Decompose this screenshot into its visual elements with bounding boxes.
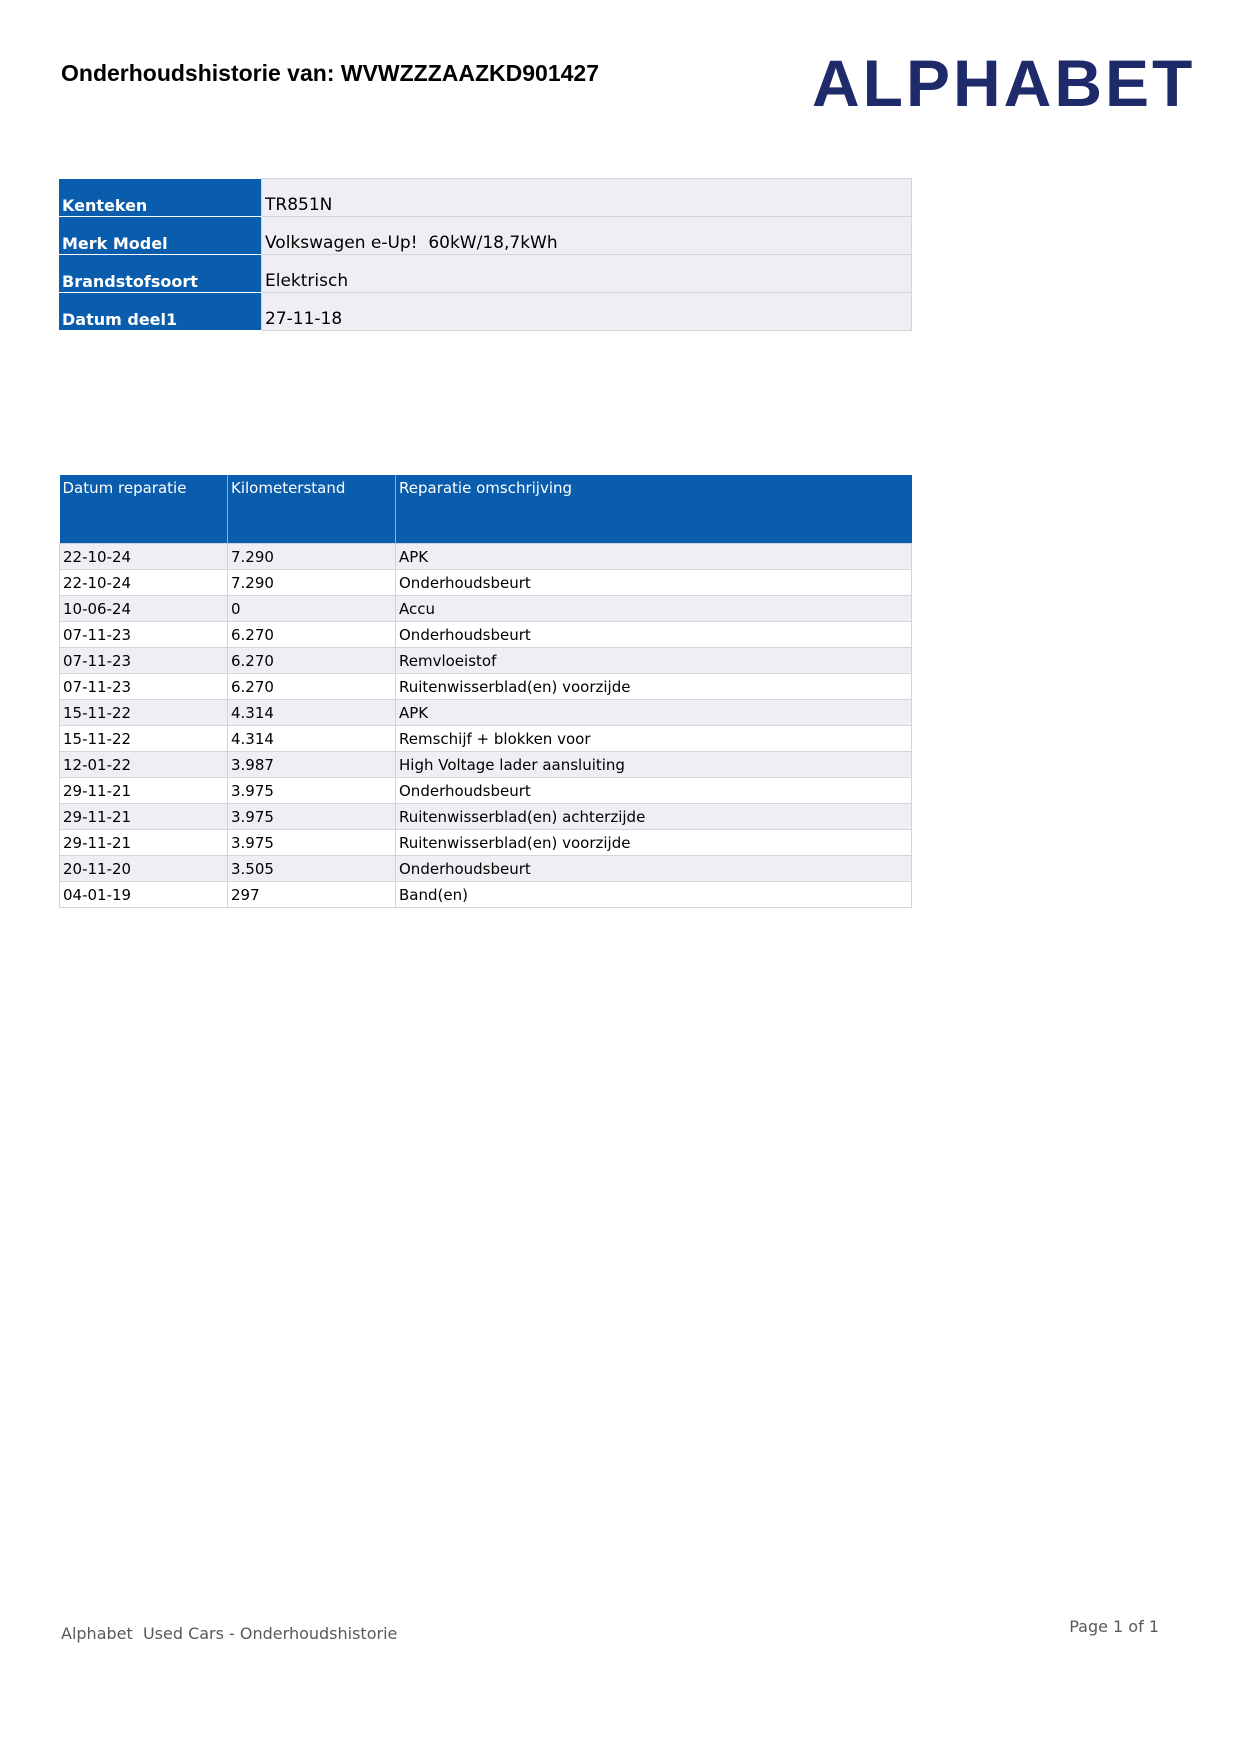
table-row [60, 622, 912, 648]
vehicle-row-datum-deel1 [59, 293, 912, 331]
repair-mileage: 3.975 [228, 778, 396, 804]
repair-date: 04-01-19 [60, 882, 228, 908]
repair-description: Onderhoudsbeurt [396, 778, 912, 804]
repair-description: Ruitenwisserblad(en) voorzijde [396, 830, 912, 856]
table-row [60, 726, 912, 752]
vehicle-info-table [59, 178, 912, 331]
table-row [60, 570, 912, 596]
repair-description: APK [396, 700, 912, 726]
repair-date: 22-10-24 [60, 544, 228, 570]
footer-label: Alphabet Used Cars - Onderhoudshistorie [61, 1624, 398, 1643]
repair-date: 29-11-21 [60, 804, 228, 830]
repair-date: 15-11-22 [60, 700, 228, 726]
repair-mileage: 7.290 [228, 544, 396, 570]
table-row [60, 882, 912, 908]
vehicle-row-merk-model [59, 217, 912, 255]
repair-description: Onderhoudsbeurt [396, 570, 912, 596]
repair-description: Onderhoudsbeurt [396, 856, 912, 882]
table-row [60, 752, 912, 778]
repair-mileage: 3.975 [228, 830, 396, 856]
vehicle-row-brandstofsoort [59, 255, 912, 293]
vehicle-row-kenteken [59, 179, 912, 217]
table-row [60, 700, 912, 726]
column-header-kilometerstand: Kilometerstand [228, 475, 396, 544]
table-row [60, 804, 912, 830]
page-number: Page 1 of 1 [1069, 1617, 1159, 1636]
table-row [60, 648, 912, 674]
repair-mileage: 7.290 [228, 570, 396, 596]
table-row [60, 544, 912, 570]
repair-mileage: 4.314 [228, 700, 396, 726]
repair-description: Remschijf + blokken voor [396, 726, 912, 752]
repair-mileage: 3.975 [228, 804, 396, 830]
vehicle-value: TR851N [262, 179, 912, 217]
vehicle-label: Datum deel1 [59, 293, 262, 331]
repair-description: Accu [396, 596, 912, 622]
repair-description: Ruitenwisserblad(en) voorzijde [396, 674, 912, 700]
vehicle-value: 27-11-18 [262, 293, 912, 331]
alphabet-logo: ALPHABET [812, 46, 1196, 120]
vehicle-value: Volkswagen e-Up! 60kW/18,7kWh [262, 217, 912, 255]
page-title: Onderhoudshistorie van: WVWZZZAAZKD901427 [61, 60, 600, 86]
repair-date: 07-11-23 [60, 622, 228, 648]
repair-date: 07-11-23 [60, 674, 228, 700]
repair-date: 29-11-21 [60, 830, 228, 856]
repair-mileage: 297 [228, 882, 396, 908]
repair-mileage: 6.270 [228, 674, 396, 700]
vehicle-value: Elektrisch [262, 255, 912, 293]
repair-description: Remvloeistof [396, 648, 912, 674]
repair-mileage: 0 [228, 596, 396, 622]
repair-date: 15-11-22 [60, 726, 228, 752]
vehicle-label: Merk Model [59, 217, 262, 255]
table-row [60, 778, 912, 804]
repair-date: 12-01-22 [60, 752, 228, 778]
repair-mileage: 6.270 [228, 648, 396, 674]
repair-mileage: 3.505 [228, 856, 396, 882]
table-row [60, 674, 912, 700]
repair-description: Onderhoudsbeurt [396, 622, 912, 648]
vehicle-label: Brandstofsoort [59, 255, 262, 293]
repair-mileage: 6.270 [228, 622, 396, 648]
table-row [60, 830, 912, 856]
repair-header-row [60, 475, 912, 544]
repair-date: 22-10-24 [60, 570, 228, 596]
repair-mileage: 3.987 [228, 752, 396, 778]
repair-date: 07-11-23 [60, 648, 228, 674]
repair-mileage: 4.314 [228, 726, 396, 752]
table-row [60, 596, 912, 622]
repair-description: Band(en) [396, 882, 912, 908]
repair-rows [60, 544, 912, 908]
column-header-omschrijving: Reparatie omschrijving [396, 475, 912, 544]
repair-description: APK [396, 544, 912, 570]
repair-history-table [59, 475, 912, 908]
repair-date: 29-11-21 [60, 778, 228, 804]
repair-date: 10-06-24 [60, 596, 228, 622]
table-row [60, 856, 912, 882]
vehicle-label: Kenteken [59, 179, 262, 217]
repair-date: 20-11-20 [60, 856, 228, 882]
repair-description: Ruitenwisserblad(en) achterzijde [396, 804, 912, 830]
repair-description: High Voltage lader aansluiting [396, 752, 912, 778]
column-header-datum: Datum reparatie [60, 475, 228, 544]
